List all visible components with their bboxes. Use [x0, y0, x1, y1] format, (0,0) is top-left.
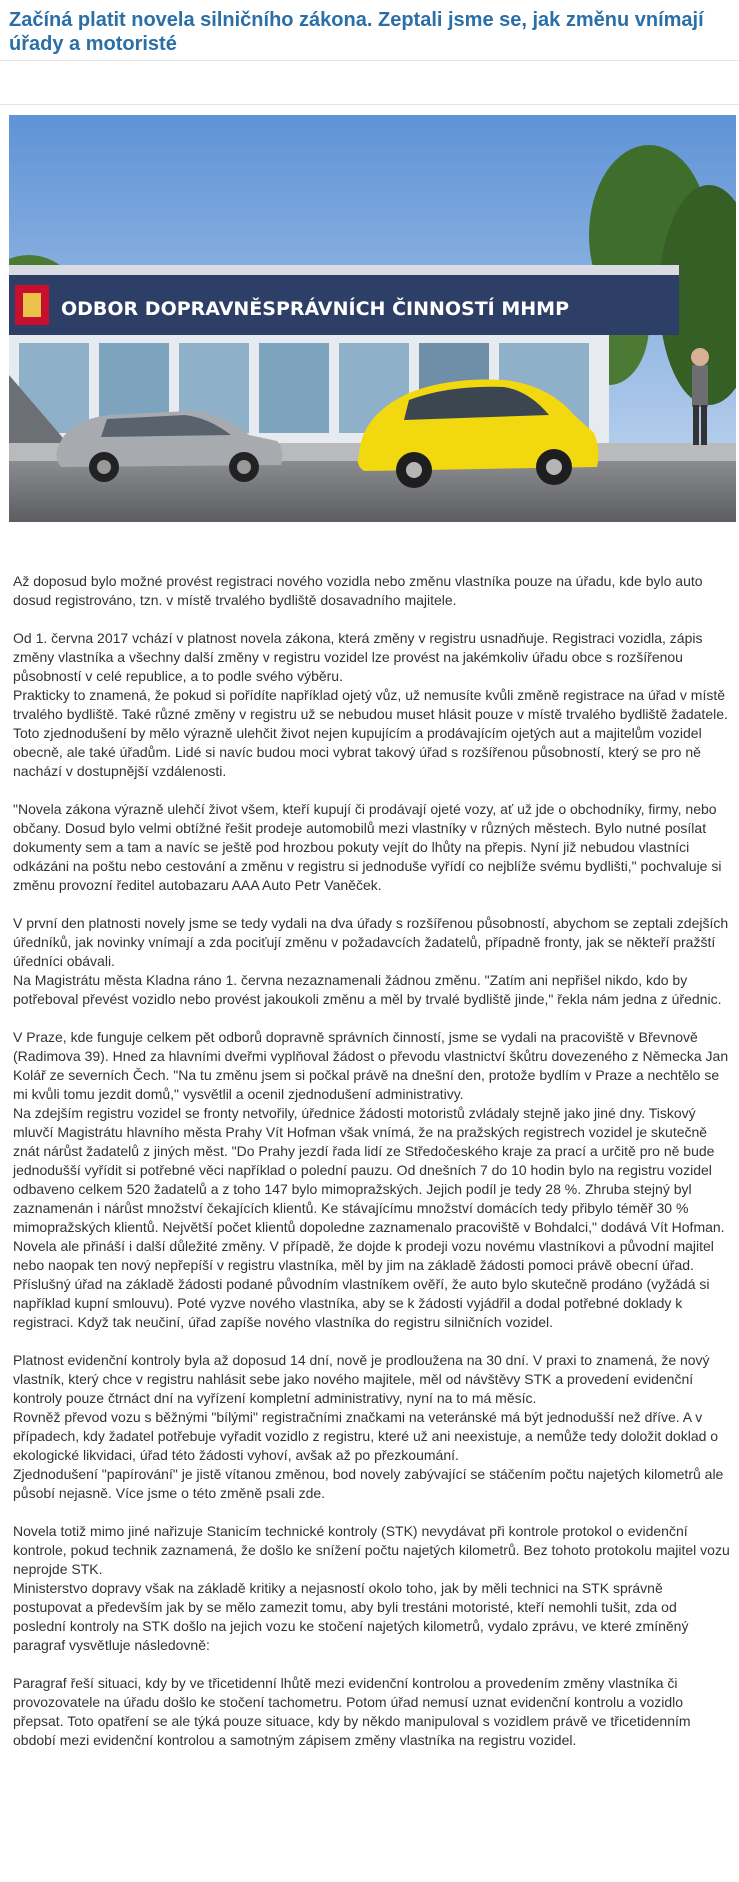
paragraph-novela: Od 1. června 2017 vchází v platnost novela zákona, která změny v registru usnadňuje. Registraci vozidla, zápis změny vlastníka a všechny další změny v registru vozidel lze provést na jakémkoliv úřadu obce s rozšířenou působností v celé republice, a to podle svého výběru. Prakticky to znamená, že pokud si pořídíte například ojetý vůz, už nemusíte kvůli změně registrace na úřad v místě trvalého bydliště. Také různé změny v registru už se nebudou muset hlásit pouze v místě trvalého bydliště žadatele. Toto zjednodušení by mělo výrazně ulehčit život nejen kupujícím a prodávajícím ojetých aut a majitelům vozidel obecně, ale také úřadům. Lidé si navíc budou moci vybrat takový úřad s rozšířenou působností, který se pro ně nachází v dostupnější vzdálenosti.: [13, 630, 728, 779]
building-photo-illustration: [9, 115, 736, 522]
paragraph-praha: V Praze, kde funguje celkem pět odborů dopravně správních činností, jsme se vydali na pracoviště v Břevnově (Radimova 39). Hned za hlavními dveřmi vyplňoval žádost o převodu vlastnictví škůtru dovezeného z Německa Jan Kolář ze severních Čech. "Na tu změnu jsem si počkal právě na dnešní den, protože bydlím v Praze a nechtělo se mi kvůli tomu jezdit domů," vysvětlil a ocenil zjednodušení administrativy. Na zdejším registru vozidel se fronty netvořily, úřednice žádosti motoristů zvládaly stejně jako jiné dny. Tiskový mluvčí Magistrátu hlavního města Prahy Vít Hofman však vnímá, že na pražských registrech vozidel je skutečně znát nárůst žadatelů z jiných měst. "Do Prahy jezdí řada lidí ze Středočeského kraje za prací a určitě pro ně bude jednodušší vyřídit si potřebné věci například o polední pauzu. Od dnešních 7 do 10 hodin bylo na registru vozidel odbaveno celkem 520 žadatelů a z toho 147 bylo mimopražských. Jejich podíl je tedy 28 %. Zhruba stejný byl zaznamenán i nárůst množství čekajících klientů. Ke stávajícímu množství domácích tedy přibylo téměř 30 % mimopražských klientů. Největší počet klientů dopoledne zaznamenalo pracoviště v Bohdalci," dodává Vít Hofman. Novela ale přináší i další důležité změny. V případě, že dojde k prodeji vozu novému vlastníkovi a původní majitel nebo naopak ten nový nepřepíší v registru vlastníka, měl by jim na základě žádosti pomoci právě obecní úřad. Příslušný úřad na základě žádosti podané původním vlastníkem ověří, že auto bylo skutečně prodáno (vyžádá si například kupní smlouvu). Poté vyzve nového vlastníka, aby se k žádosti vyjádřil a dodal potřebné doklady k registraci. Když tak neučiní, úřad zapíše nového vlastníka do registru silničních vozidel.: [13, 1029, 729, 1330]
paragraph-first-day: V první den platnosti novely jsme se tedy vydali na dva úřady s rozšířenou působností, abychom se zeptali zdejších úředníků, jak novinky vnímají a zda pociťují změnu v požadavcích žadatelů, případně fronty, jak se někteří pražští úředníci obávali. Na Magistrátu města Kladna ráno 1. června nezaznamenali žádnou změnu. "Zatím ani nepřišel nikdo, kdo by potřeboval převést vozidlo nebo provést jakoukoli změnu a měl by trvalé bydliště jinde," řekla nám jedna z úřednic.: [13, 915, 729, 1007]
paragraph-quote-aaa: "Novela zákona výrazně ulehčí život všem, kteří kupují či prodávají ojeté vozy, ať už jde o obchodníky, firmy, nebo občany. Dosud bylo velmi obtížné řešit prodeje automobilů mezi vlastníky v různých městech. Bylo nutné posílat dokumenty sem a tam a navíc se ještě pod hrozbou pokuty vejít do lhůty na přepis. Nyní již nebudou vlastníci odkázáni na poštu nebo cestování a změnu v registru si jednoduše vyřídí co nejblíže svému bydlišti," pochvaluje si změnu provozní ředitel autobazaru AAA Auto Petr Vaněček.: [13, 801, 722, 893]
toolbar-divider: [0, 104, 739, 105]
paragraph-intro: Až doposud bylo možné provést registraci nového vozidla nebo změnu vlastníka pouze na úřadu, kde bylo auto dosud registrováno, tzn. v místě trvalého bydliště dosavadního majitele.: [13, 573, 703, 608]
article-body: [13, 572, 730, 1750]
header-divider: [0, 60, 739, 61]
sign-text: ODBOR DOPRAVNĚSPRÁVNÍCH ČINNOSTÍ MHMP: [61, 298, 570, 320]
article-title: Začíná platit novela silničního zákona. Zeptali jsme se, jak změnu vnímají úřady a motoristé: [9, 9, 704, 55]
paragraph-stk: Novela totiž mimo jiné nařizuje Stanicím technické kontroly (STK) nevydávat při kontrole protokol o evidenční kontrole, pokud technik zaznamená, že došlo ke snížení počtu najetých kilometrů. Bez tohoto protokolu majitel vozu neprojde STK. Ministerstvo dopravy však na základě kritiky a nejasností okolo toho, jak by měli technici na STK správně postupovat a především jak by se mělo zamezit tomu, aby byli trestáni motoristé, kteří nemohli tušit, zda od poslední kontroly na STK došlo na jejich vozu ke stočení najetých kilometrů, vydalo zprávu, ve které zmíněný paragraf vysvětluje následovně:: [13, 1523, 730, 1653]
article-photo: [9, 115, 736, 522]
paragraph-tachometr: Paragraf řeší situaci, kdy by ve třicetidenní lhůtě mezi evidenční kontrolou a provedením změny vlastníka či provozovatele na úřadu došlo ke stočení tachometru. Potom úřad nemusí uznat evidenční kontrolu a vozidlo přepsat. Toto opatření se ale týká pouze situace, kdy by někdo manipuloval s vozidlem právě ve třicetidenním období mezi evidenční kontrolou a samotným zápisem změny vlastníka na registru vozidel.: [13, 1675, 691, 1748]
paragraph-evidencni-kontrola: Platnost evidenční kontroly byla až doposud 14 dní, nově je prodloužena na 30 dní. V praxi to znamená, že nový vlastník, který chce v registru nahlásit sebe jako nového majitele, měl od návštěvy STK a provedení evidenční kontroly pouze čtrnáct dní na vyřízení kompletní administrativy, nyní na to má měsíc. Rovněž převod vozu s běžnými "bílými" registračními značkami na veteránské má být jednodušší než dříve. A v případech, kdy žadatel potřebuje vyřadit vozidlo z registru, které už ani neexistuje, a nemůže tedy doložit doklad o ekologické likvidaci, úřad této žádosti vyhoví, avšak až po přezkoumání. Zjednodušení "papírování" je jistě vítanou změnou, bod novely zabývající se stáčením počtu najetých kilometrů ale působí nejasně. Více jsme o této změně psali zde.: [13, 1352, 724, 1501]
